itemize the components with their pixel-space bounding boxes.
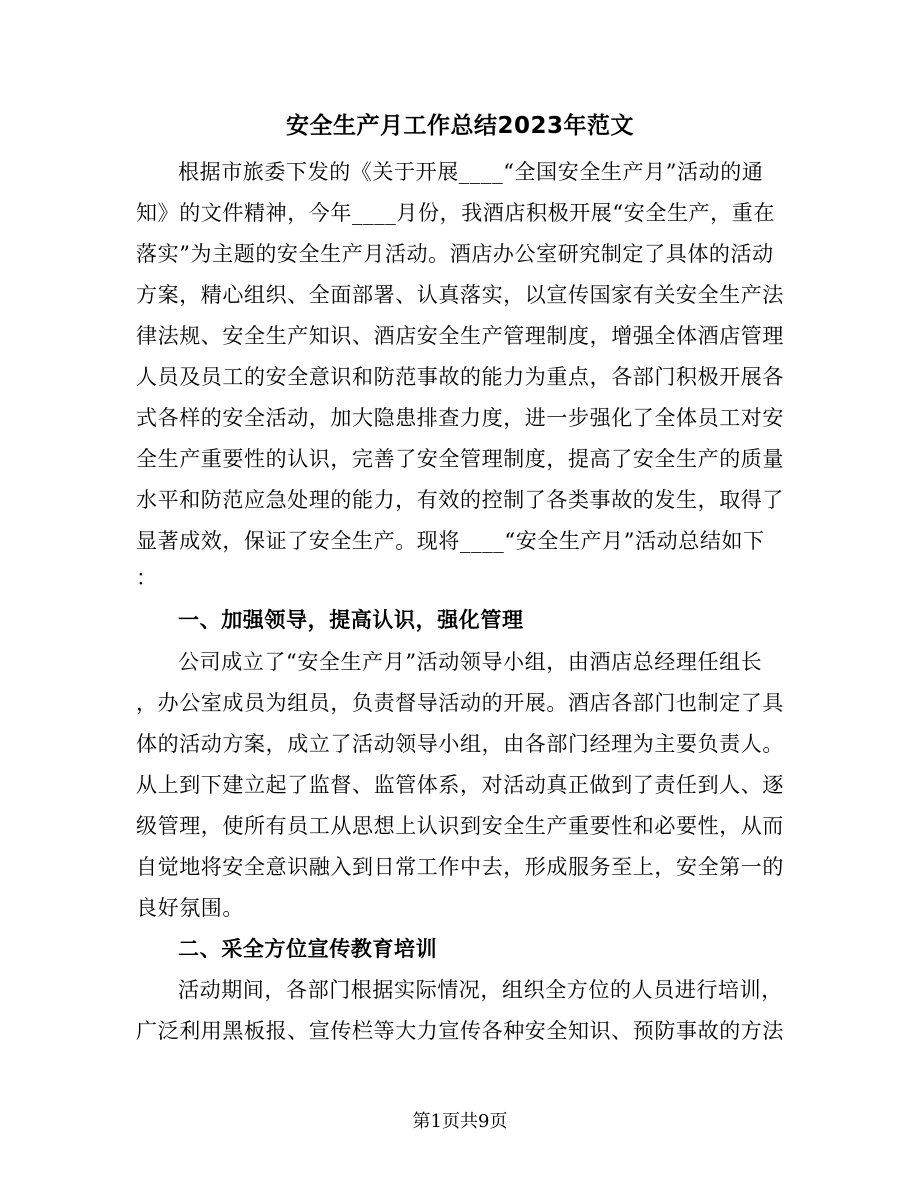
section-heading-1: 一、加强领导，提高认识，强化管理 — [178, 608, 524, 632]
section1-line: 体的活动方案，成立了活动领导小组，由各部门经理为主要负责人。 — [136, 732, 784, 756]
intro-line: 落实”为主题的安全生产月活动。酒店办公室研究制定了具体的活动 — [136, 242, 774, 266]
section2-line: 活动期间，各部门根据实际情况，组织全方位的人员进行培训， — [178, 978, 783, 1002]
intro-line: 水平和防范应急处理的能力，有效的控制了各类事故的发生，取得了 — [136, 488, 784, 512]
section1-line: 级管理，使所有员工从思想上认识到安全生产重要性和必要性，从而 — [136, 814, 784, 838]
section1-line: 自觉地将安全意识融入到日常工作中去，形成服务至上，安全第一的 — [136, 855, 784, 879]
intro-line: 根据市旅委下发的《关于开展____“全国安全生产月”活动的通 — [178, 160, 764, 184]
section-heading-2: 二、采全方位宣传教育培训 — [178, 937, 438, 961]
intro-line: 律法规、安全生产知识、酒店安全生产管理制度，增强全体酒店管理 — [136, 324, 784, 348]
intro-line: 知》的文件精神，今年____月份，我酒店积极开展“安全生产，重在 — [136, 201, 775, 225]
intro-line: ： — [136, 566, 158, 590]
section1-line: 公司成立了“安全生产月”活动领导小组，由酒店总经理任组长 — [178, 650, 763, 674]
intro-line: 显著成效，保证了安全生产。现将____“安全生产月”活动总结如下 — [136, 529, 765, 553]
intro-line: 方案，精心组织、全面部署、认真落实，以宣传国家有关安全生产法 — [136, 283, 784, 307]
section1-line: 良好氛围。 — [136, 896, 244, 920]
intro-line: 式各样的安全活动，加大隐患排查力度，进一步强化了全体员工对安 — [136, 406, 784, 430]
document-title: 安全生产月工作总结2023年范文 — [285, 113, 634, 139]
intro-line: 全生产重要性的认识，完善了安全管理制度，提高了安全生产的质量 — [136, 447, 784, 471]
section1-line: 从上到下建立起了监督、监管体系，对活动真正做到了责任到人、逐 — [136, 773, 784, 797]
section2-line: 广泛利用黑板报、宣传栏等大力宣传各种安全知识、预防事故的方法 — [136, 1019, 784, 1043]
section1-line: ，办公室成员为组员，负责督导活动的开展。酒店各部门也制定了具 — [136, 691, 784, 715]
intro-line: 人员及员工的安全意识和防范事故的能力为重点，各部门积极开展各 — [136, 365, 784, 389]
page-number-footer: 第1页共9页 — [412, 1111, 508, 1132]
